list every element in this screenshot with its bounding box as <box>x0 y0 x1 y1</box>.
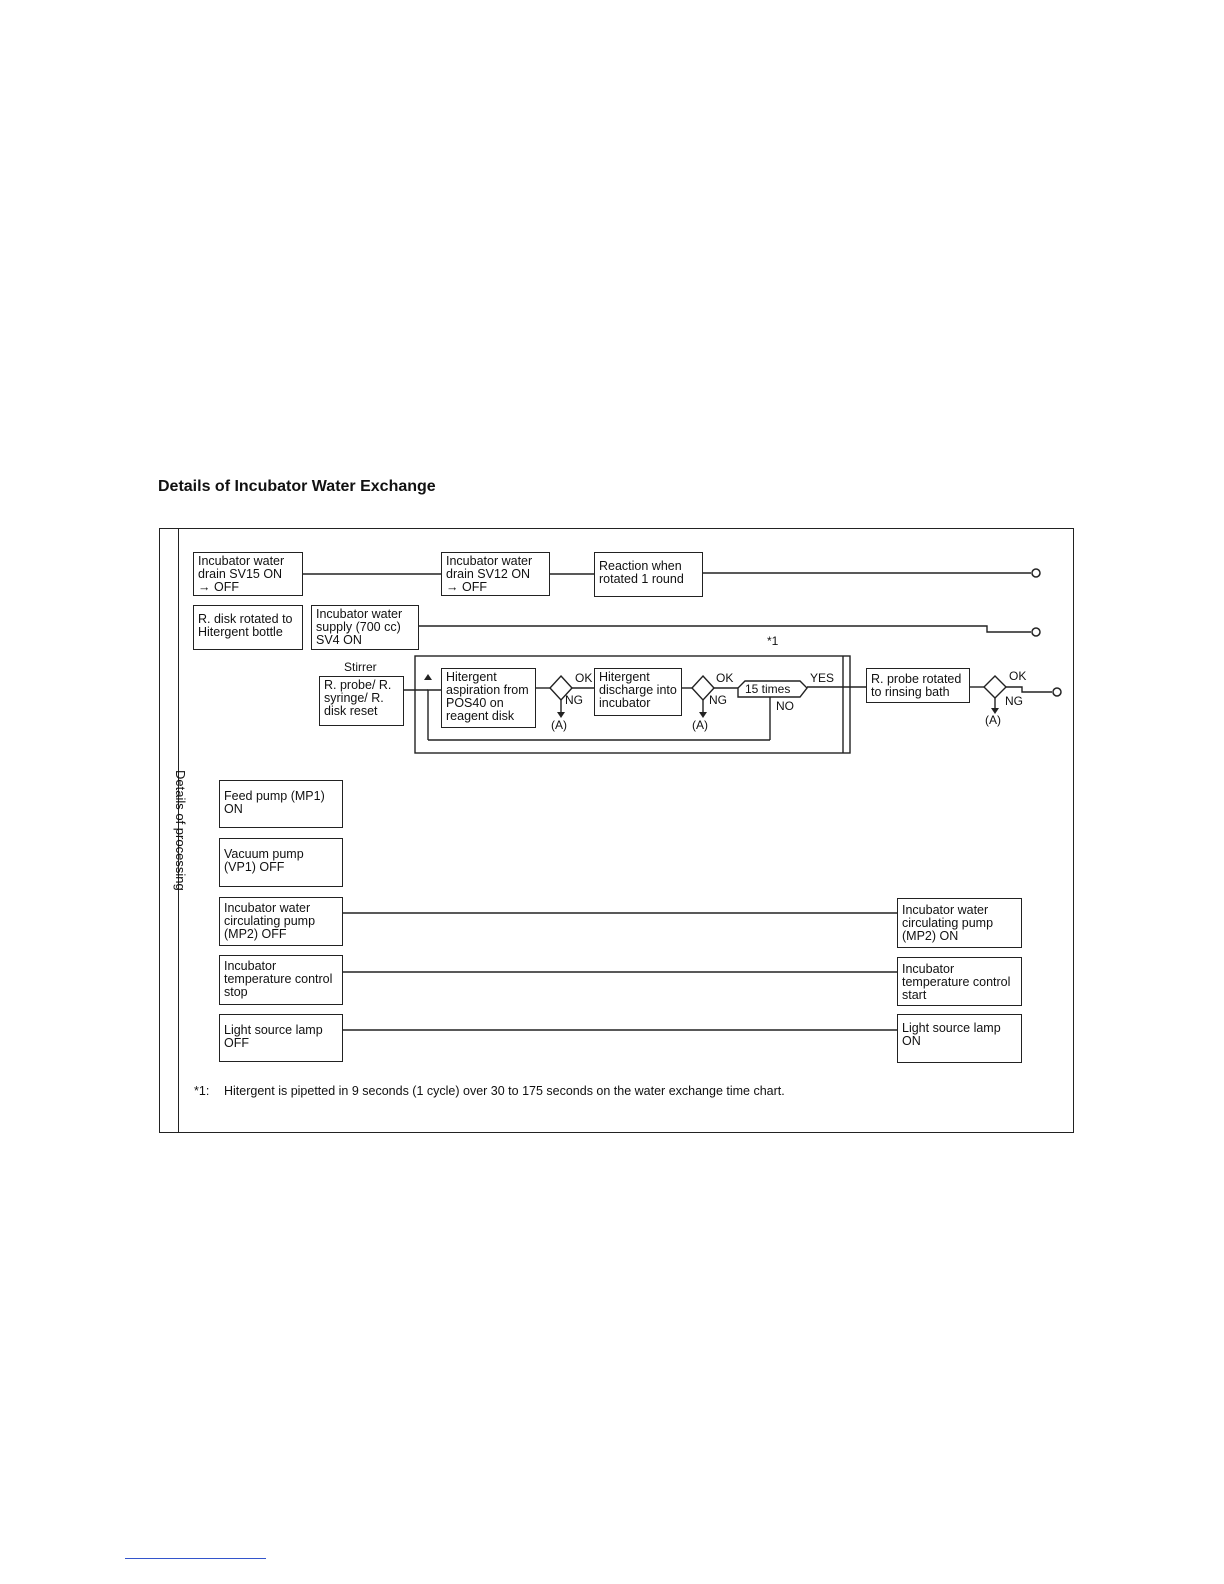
decision1-ng-label: NG <box>565 693 583 707</box>
lamp-on-box: Light source lamp ON <box>897 1014 1022 1063</box>
footnote-text: Hitergent is pipetted in 9 seconds (1 cycle) over 30 to 175 seconds on the water exchange time chart. <box>224 1084 785 1098</box>
decision1-ok-label: OK <box>575 671 593 685</box>
lamp-off-box: Light source lamp OFF <box>219 1014 343 1062</box>
vacuum-pump-box: Vacuum pump (VP1) OFF <box>219 838 343 887</box>
footer-rule <box>125 1558 266 1559</box>
incubator-drain-sv12-box: Incubator water drain SV12 ON → OFF <box>441 552 550 596</box>
repeat-count-label: 15 times <box>745 682 791 696</box>
rprobe-rinsing-box: R. probe rotated to rinsing bath <box>866 668 970 703</box>
decision3-ok-label: OK <box>1009 669 1027 683</box>
incubator-drain-sv15-box: Incubator water drain SV15 ON → OFF <box>193 552 303 596</box>
circulating-pump-off-box: Incubator water circulating pump (MP2) OFF <box>219 897 343 946</box>
water-supply-box: Incubator water supply (700 cc) SV4 ON <box>311 605 419 650</box>
footnote-mark: *1: <box>194 1084 210 1098</box>
reaction-rotated-box: Reaction when rotated 1 round <box>594 552 703 597</box>
decision3-a-label: (A) <box>985 713 1001 727</box>
decision1-a-label: (A) <box>551 718 567 732</box>
footnote <box>194 1084 785 1098</box>
hitergent-discharge-box: Hitergent discharge into incubator <box>594 668 682 716</box>
decision2-a-label: (A) <box>692 718 708 732</box>
temperature-stop-box: Incubator temperature control stop <box>219 955 343 1005</box>
decision3-ng-label: NG <box>1005 694 1023 708</box>
decision2-ok-label: OK <box>716 671 734 685</box>
sidebar-label: Details of processing <box>173 770 188 891</box>
repeat-yes-label: YES <box>810 671 835 685</box>
rdisk-rotated-box: R. disk rotated to Hitergent bottle <box>193 605 303 650</box>
feed-pump-box: Feed pump (MP1) ON <box>219 780 343 828</box>
stirrer-label: Stirrer <box>344 660 377 674</box>
circulating-pump-on-box: Incubator water circulating pump (MP2) ON <box>897 898 1022 948</box>
hitergent-aspiration-box: Hitergent aspiration from POS40 on reagent disk <box>441 668 536 728</box>
footnote-marker: *1 <box>767 634 779 648</box>
reset-box: R. probe/ R. syringe/ R. disk reset <box>319 676 404 726</box>
decision2-ng-label: NG <box>709 693 727 707</box>
diagram-title: Details of Incubator Water Exchange <box>158 478 436 495</box>
temperature-start-box: Incubator temperature control start <box>897 957 1022 1006</box>
repeat-no-label: NO <box>776 699 794 713</box>
